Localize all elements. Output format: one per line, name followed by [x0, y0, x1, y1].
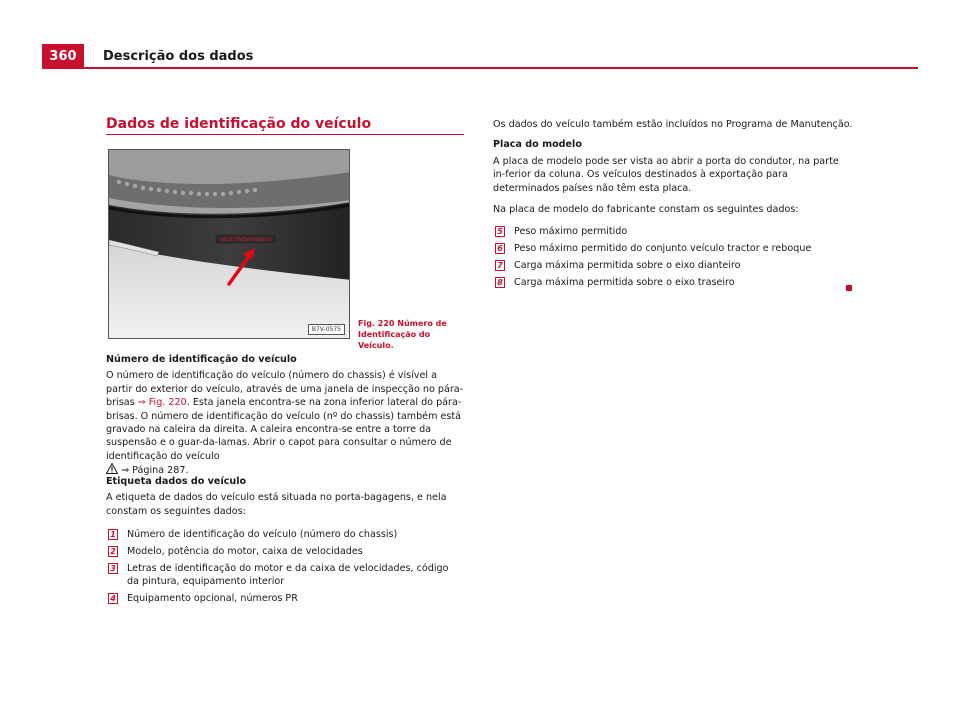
intro-text: Os dados do veículo também estão incluídos no Programa de Manutenção.	[493, 119, 853, 130]
label-text: A etiqueta de dados do veículo está situada no porta-bagagens, e nela constam os seguintes dados:	[106, 492, 447, 517]
item-number: 3	[108, 563, 118, 574]
item-number: 5	[495, 226, 505, 237]
label-heading: Etiqueta dados do veículo	[106, 476, 247, 487]
fig-220-link[interactable]: ⇒ Fig. 220	[137, 397, 187, 409]
page-number: 360	[42, 44, 84, 68]
vin-heading: Número de identificação do veículo	[106, 354, 297, 365]
item-text: Letras de identificação do motor e da caixa de velocidades, código da pintura, equipamento interior	[127, 562, 449, 588]
figure-code: B7V-0575	[308, 324, 345, 335]
item-text: Peso máximo permitido	[514, 226, 628, 238]
label-item-list	[108, 528, 464, 605]
item-text: Carga máxima permitida sobre o eixo traseiro	[514, 276, 735, 288]
item-number: 1	[108, 529, 118, 540]
list-item	[108, 562, 464, 589]
page-287-link[interactable]: ⇒ Página 287.	[121, 465, 189, 477]
item-number: 2	[108, 546, 118, 557]
item-text: Equipamento opcional, números PR	[127, 593, 298, 605]
plate-item-list	[495, 225, 853, 289]
item-number: 4	[108, 593, 118, 604]
item-number: 7	[495, 260, 505, 271]
list-item	[495, 259, 853, 272]
item-text: Carga máxima permitida sobre o eixo dianteiro	[514, 260, 741, 272]
right-column	[493, 118, 853, 293]
vin-section	[106, 353, 464, 479]
plate-heading: Placa do modelo	[493, 139, 582, 151]
section-rule	[106, 134, 464, 135]
figure-caption: Fig. 220 Número de Identificação do Veículo.	[358, 319, 447, 350]
list-item	[108, 592, 464, 605]
header-title: Descrição dos dados	[103, 49, 254, 64]
list-item	[495, 225, 853, 238]
vin-text-after: . Esta janela encontra-se na zona inferior lateral do pára-brisas. O número de identificação do veículo (nº do chassis) também está gravado na caleira da direita. A caleira encontra-se entre a torre da suspensão e o guar-da-lamas. Abrir o capot para consultar o número de identificação do veículo	[106, 397, 462, 462]
figure-windshield-vin	[108, 149, 350, 339]
list-item	[108, 528, 464, 541]
item-text: Modelo, potência do motor, caixa de velocidades	[127, 546, 363, 558]
header-rule	[42, 67, 918, 69]
item-number: 8	[495, 277, 505, 288]
item-text: Número de identificação do veículo (número do chassis)	[127, 529, 398, 541]
vin-paragraph	[106, 369, 464, 478]
label-section	[106, 475, 464, 609]
list-item	[108, 545, 464, 558]
list-item	[495, 242, 853, 255]
end-marker	[846, 285, 852, 291]
windshield-illustration	[109, 150, 350, 339]
vin-text-before: O número de identificação do veículo (número do chassis) é visível a partir do exterior do veículo, através de uma janela de inspecção no pára-brisas	[106, 370, 464, 409]
item-number: 6	[495, 243, 505, 254]
item-text: Peso máximo permitido do conjunto veículo tractor e reboque	[514, 243, 812, 255]
list-item	[495, 276, 853, 289]
vin-plate-text: VWZZZ7NZ9GV000000	[219, 238, 272, 243]
plate-intro: Na placa de modelo do fabricante constam os seguintes dados:	[493, 204, 799, 216]
plate-text: A placa de modelo pode ser vista ao abrir a porta do condutor, na parte in-ferior da coluna. Os veículos destinados à exportação para determinados países não têm esta placa.	[493, 155, 839, 194]
section-title: Dados de identificação do veículo	[106, 116, 372, 132]
